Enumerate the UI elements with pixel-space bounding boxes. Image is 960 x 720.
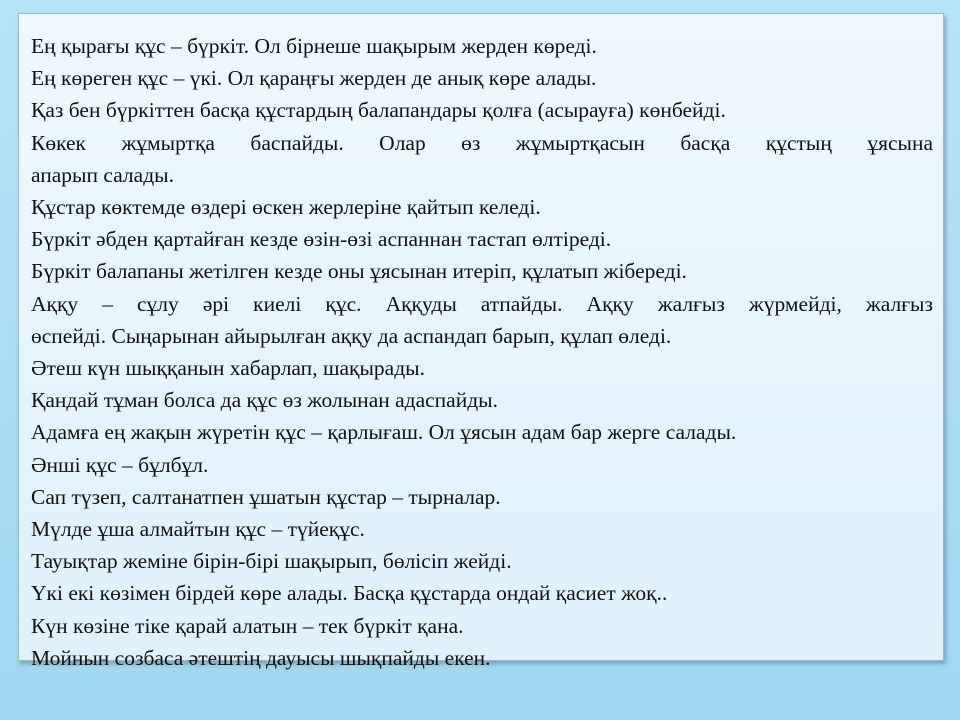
text-line: апарып салады.	[31, 162, 174, 187]
text-line: Үкі екі көзімен бірдей көре алады. Басқа құстарда ондай қасиет жоқ..	[31, 581, 668, 606]
text-line: өспейді. Сыңарынан айырылған аққу да аспандап барып, құлап өледі.	[31, 323, 672, 348]
text-line: Бүркіт балапаны жетілген кезде оны ұясынан итеріп, құлатып жібереді.	[31, 259, 687, 284]
text-line: Бүркіт әбден қартайған кезде өзін-өзі аспаннан тастап өлтіреді.	[31, 227, 612, 252]
text-line: Сап түзеп, салтанатпен ұшатын құстар – тырналар.	[31, 484, 501, 509]
text-line: Тауықтар жеміне бірін-бірі шақырып, бөлісіп жейді.	[31, 549, 512, 574]
text-line: Мүлде ұша алмайтын құс – түйеқұс.	[31, 517, 365, 542]
text-line: Қаз бен бүркіттен басқа құстардың балапандары қолға (асырауға) көнбейді.	[31, 98, 726, 123]
text-box	[18, 13, 944, 670]
text-line: Әтеш күн шыққанын хабарлап, шақырады.	[31, 356, 425, 381]
text-line: Күн көзіне тіке қарай алатын – тек бүркіт қана.	[31, 613, 464, 638]
text-line: Ең қырағы құс – бүркіт. Ол бірнеше шақырым жерден көреді.	[31, 34, 597, 58]
text-line: Ең көреген құс – үкі. Ол қараңғы жерден де анық көре алады.	[31, 66, 597, 91]
text-line: Мойнын созбаса әтештің дауысы шықпайды екен.	[31, 645, 491, 670]
text-line: Қандай тұман болса да құс өз жолынан адаспайды.	[31, 388, 498, 413]
text-line: Құстар көктемде өздері өскен жерлеріне қайтып келеді.	[31, 195, 541, 220]
text-line: Аққу – сұлу әрі киелі құс. Аққуды атпайды. Аққу жалғыз жүрмейді, жалғыз	[31, 291, 933, 316]
text-line: Әнші құс – бұлбұл.	[31, 452, 209, 477]
text-line: Көкек жұмыртқа баспайды. Олар өз жұмыртқасын басқа құстың ұясына	[31, 130, 933, 155]
text-line: Адамға ең жақын жүретін құс – қарлығаш. Ол ұясын адам бар жерге салады.	[31, 420, 737, 445]
